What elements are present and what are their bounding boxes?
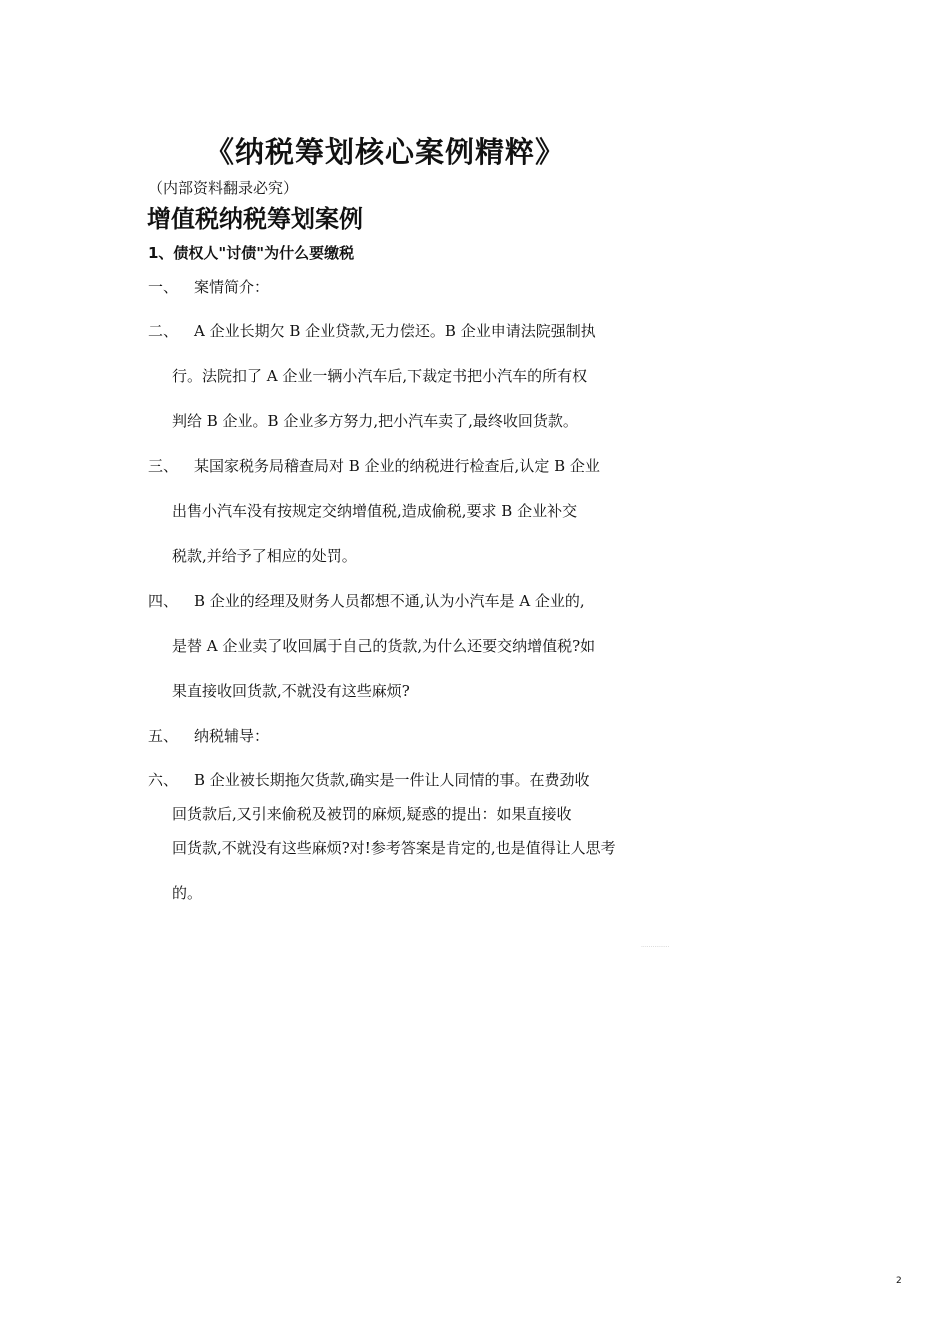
item-1-line-1: 案情简介： [194,278,270,296]
item-marker-1: 一、 [148,278,179,296]
item-marker-6: 六、 [148,771,179,789]
item-3-line-3: 税款,并给予了相应的处罚。 [172,547,357,565]
item-2-line-2: 行。法院扣了 A 企业一辆小汽车后,下裁定书把小汽车的所有权 [172,367,588,385]
item-6-line-1: B 企业被长期拖欠货款,确实是一件让人同情的事。在费劲收 [194,771,590,789]
item-marker-2: 二、 [148,322,179,340]
item-marker-4: 四、 [148,592,179,610]
item-6-line-3: 回货款,不就没有这些麻烦?对!参考答案是肯定的,也是值得让人思考 [172,839,616,857]
item-4-line-2: 是替 A 企业卖了收回属于自己的货款,为什么还要交纳增值税?如 [172,637,596,655]
item-3-line-2: 出售小汽车没有按规定交纳增值税,造成偷税,要求 B 企业补交 [172,502,578,520]
section-heading: 增值税纳税筹划案例 [147,205,363,233]
footer-dots: ............... [641,942,670,949]
item-2-line-1: A 企业长期欠 B 企业贷款,无力偿还。B 企业申请法院强制执 [194,322,596,340]
item-marker-5: 五、 [148,727,179,745]
case-heading: 1、债权人"讨债"为什么要缴税 [148,244,355,262]
item-4-line-1: B 企业的经理及财务人员都想不通,认为小汽车是 A 企业的, [194,592,585,610]
item-6-line-2: 回货款后,又引来偷税及被罚的麻烦,疑惑的提出：如果直接收 [172,805,572,823]
item-6-line-4: 的。 [172,884,203,902]
item-3-line-1: 某国家税务局稽查局对 B 企业的纳税进行检查后,认定 B 企业 [194,457,600,475]
document-subtitle: （内部资料翻录必究） [148,179,299,197]
page-number: 2 [896,1276,902,1286]
item-2-line-3: 判给 B 企业。B 企业多方努力,把小汽车卖了,最终收回货款。 [172,412,578,430]
document-title: 《纳税筹划核心案例精粹》 [205,135,566,169]
item-4-line-3: 果直接收回货款,不就没有这些麻烦? [172,682,410,700]
item-5-line-1: 纳税辅导： [194,727,270,745]
item-marker-3: 三、 [148,457,179,475]
